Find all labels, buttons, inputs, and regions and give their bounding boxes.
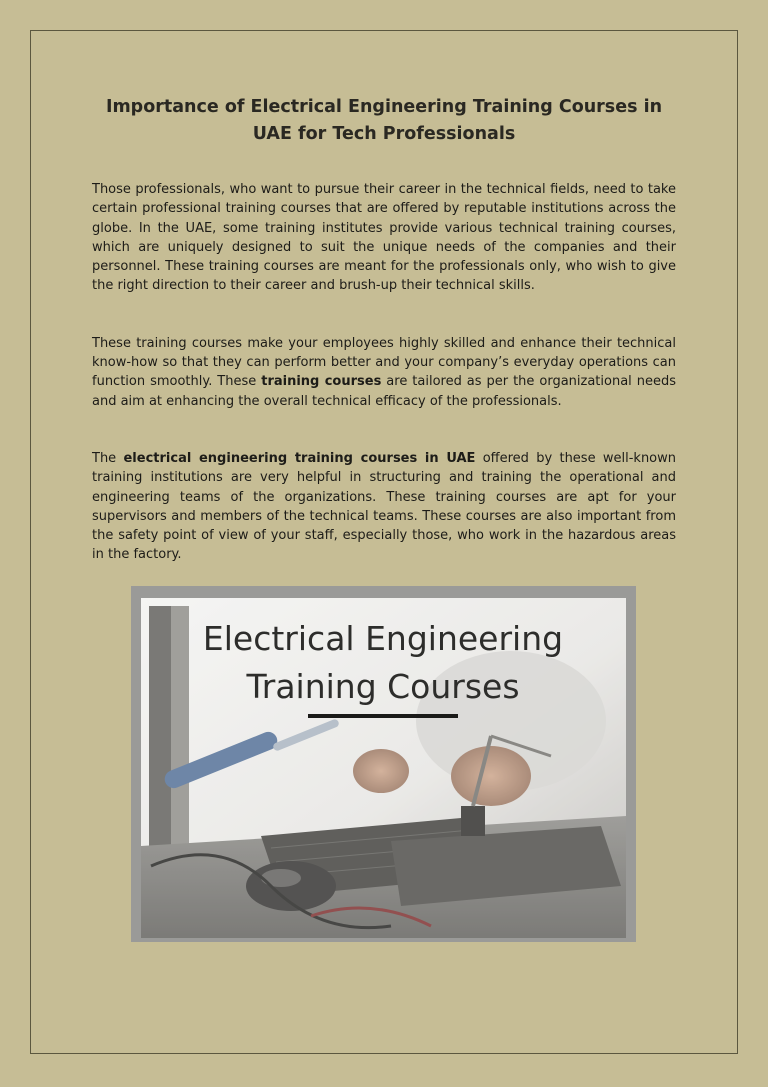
document-body (92, 94, 676, 565)
image-caption-line2: Training Courses (246, 667, 520, 706)
paragraph-3-text-end: offered by these well-known training institutions are very helpful in structuring and training the operational and engineering teams of the organizations. These training courses are apt for your supervisors and members of the technical teams. These courses are also important from the safety point of view of your staff, especially those, who work in the hazardous areas in the factory. (92, 450, 677, 563)
training-courses-keyword: training courses (261, 374, 382, 390)
electrical-courses-keyword: electrical engineering training courses in UAE (123, 450, 476, 466)
image-caption-line1: Electrical Engineering (202, 619, 564, 658)
paragraph-2-text-end: are tailored as per the organizational needs and aim at enhancing the overall technical efficacy of the professionals. (92, 374, 677, 409)
paragraph-3 (92, 449, 676, 565)
paragraph-2-text-start: These training courses make your employees highly skilled and enhance their technical know-how so that they can perform better and your company’s everyday operations can function smoothly. These (92, 335, 676, 390)
training-courses-image (131, 586, 636, 942)
paragraph-2 (92, 334, 676, 411)
paragraph-3-text-start: The (92, 450, 124, 466)
paragraph-1-text: Those professionals, who want to pursue their career in the technical fields, need to take certain professional training courses that are offered by reputable institutions across the globe. In the UAE, some training institutes provide various technical training courses, which are uniquely designed to suit the unique needs of the companies and their personnel. These training courses are meant for the professionals only, who wish to give the right direction to their career and brush-up their technical skills. (92, 182, 676, 294)
caption-underline (308, 714, 458, 718)
document-title: Importance of Electrical Engineering Training Courses in UAE for Tech Professionals (105, 97, 663, 144)
paragraph-1 (92, 180, 676, 296)
workbench-illustration (131, 586, 636, 942)
